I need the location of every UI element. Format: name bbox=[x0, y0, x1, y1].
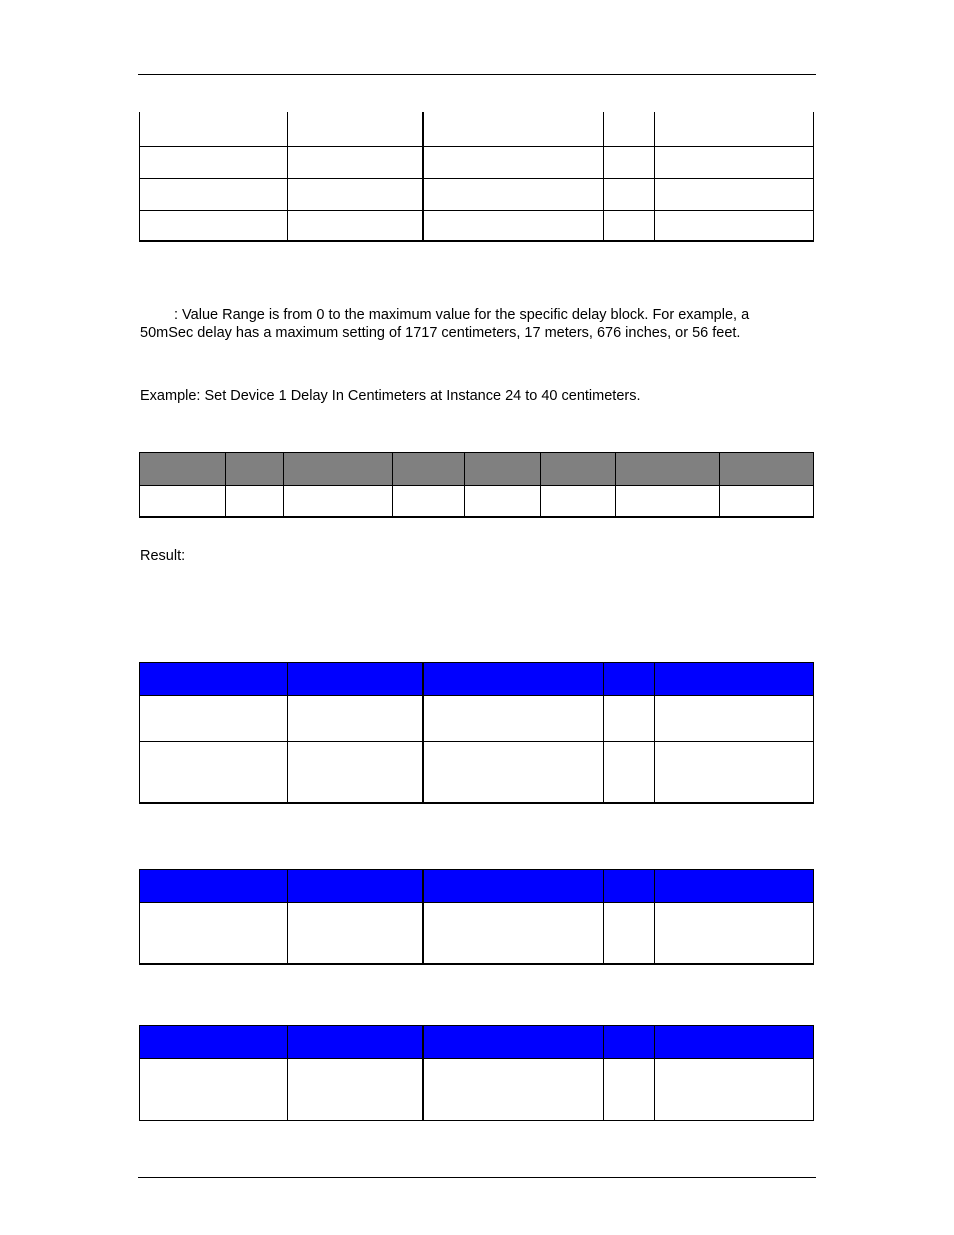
table-header-cell bbox=[655, 1026, 814, 1059]
result-label: Result: bbox=[140, 548, 186, 564]
table-cell bbox=[288, 178, 423, 210]
table-cell bbox=[288, 146, 423, 178]
table-cell bbox=[655, 696, 814, 742]
table-cell bbox=[655, 903, 814, 964]
intro-table bbox=[139, 112, 814, 242]
table-header-cell bbox=[465, 453, 541, 486]
table-cell bbox=[140, 742, 288, 803]
table-cell bbox=[288, 1059, 423, 1121]
table-row bbox=[140, 112, 814, 146]
table-row bbox=[140, 486, 814, 517]
table-row bbox=[140, 178, 814, 210]
table-cell bbox=[720, 486, 814, 517]
table-cell bbox=[604, 210, 655, 241]
table-cell bbox=[140, 146, 288, 178]
table-cell bbox=[288, 210, 423, 241]
table-cell bbox=[655, 178, 814, 210]
table-header-row bbox=[140, 453, 814, 486]
table-cell bbox=[655, 1059, 814, 1121]
table-cell bbox=[226, 486, 284, 517]
table-cell bbox=[140, 112, 288, 146]
table-cell bbox=[541, 486, 616, 517]
table-header-cell bbox=[616, 453, 720, 486]
table-row bbox=[140, 903, 814, 964]
table-header-cell bbox=[288, 1026, 423, 1059]
table-header-row bbox=[140, 870, 814, 903]
table-cell bbox=[288, 112, 423, 146]
table-row bbox=[140, 1059, 814, 1121]
table-cell bbox=[140, 1059, 288, 1121]
attribute-table-3 bbox=[139, 1025, 814, 1121]
table-cell bbox=[616, 486, 720, 517]
table-header-cell bbox=[423, 663, 604, 696]
table-cell bbox=[284, 486, 393, 517]
table-cell bbox=[140, 486, 226, 517]
header-rule bbox=[138, 74, 816, 75]
table-header-cell bbox=[140, 1026, 288, 1059]
footer-rule bbox=[138, 1177, 816, 1178]
table-cell bbox=[604, 1059, 655, 1121]
table-header-row bbox=[140, 663, 814, 696]
table-row bbox=[140, 210, 814, 241]
table-cell bbox=[604, 178, 655, 210]
table-cell bbox=[655, 112, 814, 146]
table-header-cell bbox=[604, 1026, 655, 1059]
table-header-cell bbox=[288, 663, 423, 696]
table-header-cell bbox=[226, 453, 284, 486]
table-header-cell bbox=[284, 453, 393, 486]
table-cell bbox=[655, 742, 814, 803]
note-line-2: 50mSec delay has a maximum setting of 1717 centimeters, 17 meters, 676 inches, or 56 feet. bbox=[140, 325, 741, 341]
table-cell bbox=[655, 210, 814, 241]
table-cell bbox=[140, 903, 288, 964]
table-cell bbox=[423, 146, 604, 178]
table-cell bbox=[655, 146, 814, 178]
table-cell bbox=[140, 696, 288, 742]
table-header-cell bbox=[423, 870, 604, 903]
table-header-row bbox=[140, 1026, 814, 1059]
attribute-table-2 bbox=[139, 869, 814, 965]
attribute-table-1 bbox=[139, 662, 814, 804]
table-cell bbox=[140, 210, 288, 241]
table-cell bbox=[288, 903, 423, 964]
table-cell bbox=[604, 696, 655, 742]
table-header-cell bbox=[393, 453, 465, 486]
table-cell bbox=[423, 742, 604, 803]
table-cell bbox=[423, 210, 604, 241]
table-row bbox=[140, 146, 814, 178]
table-cell bbox=[604, 112, 655, 146]
table-header-cell bbox=[655, 870, 814, 903]
table-cell bbox=[423, 696, 604, 742]
table-row bbox=[140, 696, 814, 742]
example-text: Example: Set Device 1 Delay In Centimeters at Instance 24 to 40 centimeters. bbox=[140, 388, 641, 404]
table-cell bbox=[393, 486, 465, 517]
table-cell bbox=[604, 903, 655, 964]
table-cell bbox=[140, 178, 288, 210]
table-cell bbox=[288, 696, 423, 742]
table-header-cell bbox=[140, 453, 226, 486]
table-cell bbox=[423, 112, 604, 146]
table-cell bbox=[604, 742, 655, 803]
table-row bbox=[140, 742, 814, 803]
table-header-cell bbox=[604, 870, 655, 903]
table-cell bbox=[423, 1059, 604, 1121]
table-cell bbox=[423, 178, 604, 210]
table-cell bbox=[465, 486, 541, 517]
table-header-cell bbox=[288, 870, 423, 903]
table-header-cell bbox=[655, 663, 814, 696]
table-header-cell bbox=[140, 663, 288, 696]
note-line-1: : Value Range is from 0 to the maximum value for the specific delay block. For example, a bbox=[174, 307, 750, 323]
table-cell bbox=[423, 903, 604, 964]
table-header-cell bbox=[604, 663, 655, 696]
table-header-cell bbox=[140, 870, 288, 903]
table-cell bbox=[288, 742, 423, 803]
table-header-cell bbox=[541, 453, 616, 486]
command-table bbox=[139, 452, 814, 518]
table-header-cell bbox=[423, 1026, 604, 1059]
table-cell bbox=[604, 146, 655, 178]
table-header-cell bbox=[720, 453, 814, 486]
